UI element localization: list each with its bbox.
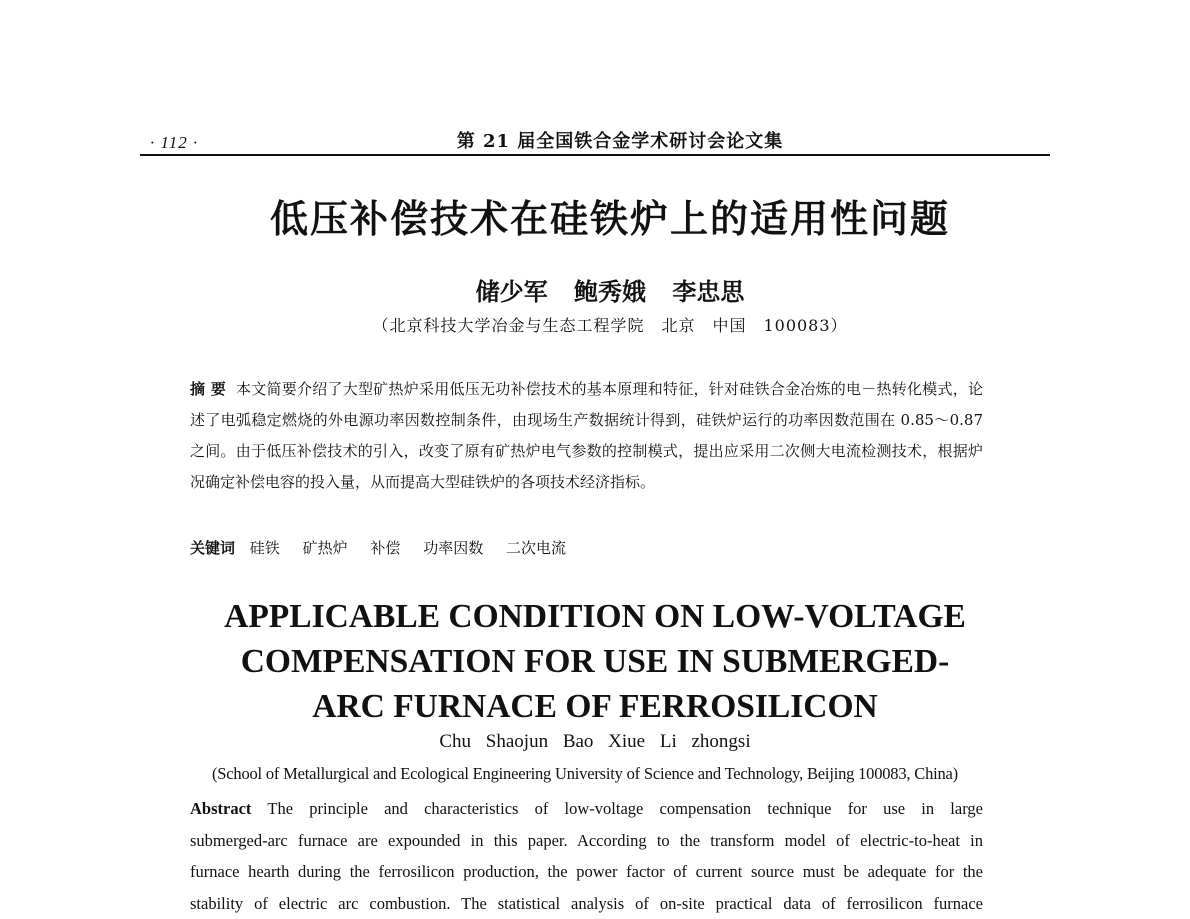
keyword: 功率因数 — [423, 539, 483, 557]
title-english-line: ARC FURNACE OF FERROSILICON — [140, 684, 1050, 729]
abstract-english-line: submerged-arc furnace are expounded in this paper. According to the transform model of electric-to-heat in — [190, 825, 983, 857]
title-chinese: 低压补偿技术在硅铁炉上的适用性问题 — [140, 188, 1080, 243]
title-english-line: APPLICABLE CONDITION ON LOW-VOLTAGE — [140, 594, 1050, 639]
keywords-label: 关键词 — [190, 539, 235, 557]
header-rule — [140, 154, 1050, 156]
abstract-chinese — [190, 374, 983, 498]
authors-chinese: 储少军 鲍秀娥 李忠思 — [140, 272, 1080, 307]
keyword: 补偿 — [370, 539, 400, 557]
keyword: 硅铁 — [250, 539, 280, 557]
authors-english: Chu Shaojun Bao Xiue Li zhongsi — [140, 731, 1050, 753]
keyword: 矿热炉 — [303, 539, 348, 557]
page-number: · 112 · — [150, 133, 198, 153]
abstract-english-line: furnace hearth during the ferrosilicon production, the power factor of current source must be adequate for the — [190, 856, 983, 888]
abstract-label-chinese: 摘 要 — [190, 380, 226, 398]
affiliation-english: (School of Metallurgical and Ecological Engineering University of Science and Technology, Beijing 100083, China) — [150, 764, 1020, 784]
affiliation-chinese: （北京科技大学冶金与生态工程学院 北京 中国 100083） — [140, 313, 1080, 336]
running-header: 第 21 届全国铁合金学术研讨会论文集 — [400, 127, 840, 153]
abstract-english-text: The principle and characteristics of low-voltage compensation technique for use in large — [267, 799, 983, 818]
title-english — [140, 594, 1050, 729]
keyword: 二次电流 — [506, 539, 566, 557]
title-english-line: COMPENSATION FOR USE IN SUBMERGED- — [140, 639, 1050, 684]
abstract-english-line: stability of electric arc combustion. The statistical analysis of on-site practical data of ferrosilicon furnace — [190, 888, 983, 919]
abstract-text-chinese: 本文简要介绍了大型矿热炉采用低压无功补偿技术的基本原理和特征，针对硅铁合金冶炼的电－热转化模式，论述了电弧稳定燃烧的外电源功率因数控制条件，由现场生产数据统计得到，硅铁炉运行的功率因数范围在 0.85～0.87 之间。由于低压补偿技术的引入，改变了原有矿热炉电气参数的控制模式，提出应采用二次侧大电流检测技术，根据炉况确定补偿电容的投入量，从而提高大型硅铁炉的各项技术经济指标。 — [190, 380, 983, 491]
abstract-label-english: Abstract — [190, 799, 251, 818]
keywords-chinese — [190, 534, 990, 562]
abstract-english-line — [190, 793, 983, 825]
abstract-english — [190, 793, 983, 919]
